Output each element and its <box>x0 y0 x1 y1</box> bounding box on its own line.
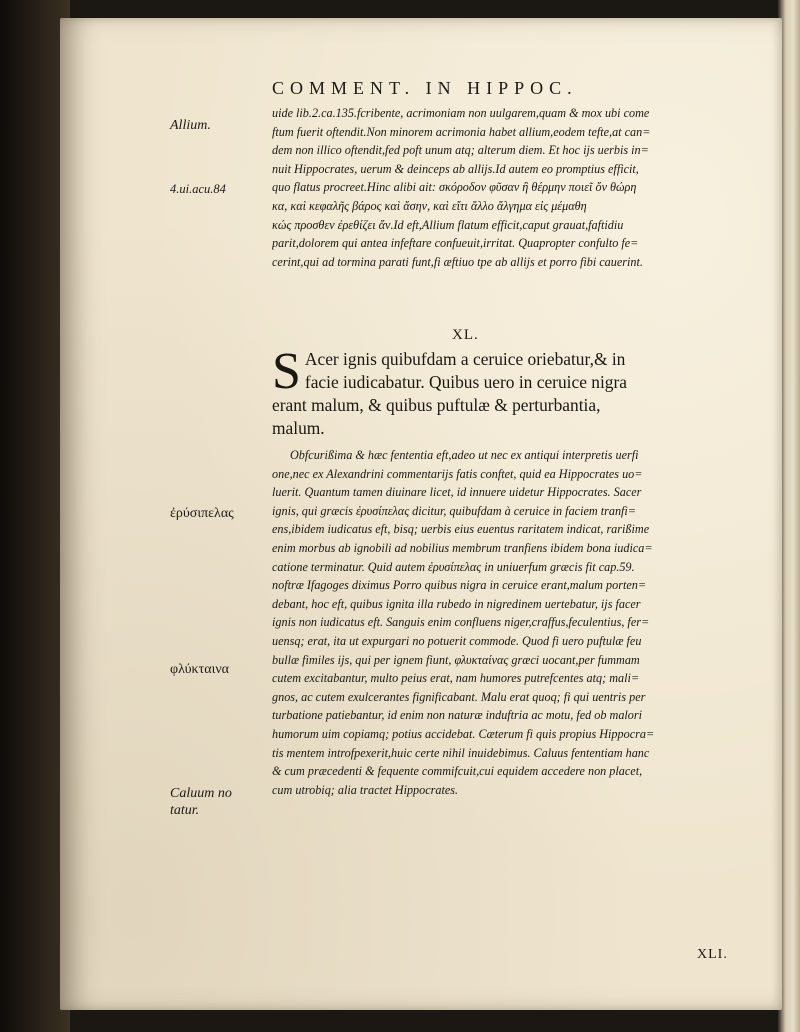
commentary-line: cum utrobiq; alia tractet Hippocrates. <box>272 782 459 797</box>
commentary-line: tis mentem introfpexerit,huic certe nihil inuidebimus. Caluus fententiam hanc <box>272 745 650 760</box>
commentary-top <box>272 104 764 271</box>
commentary-line: ignis, qui græcis ἐρυσίπελας dicitur, quibufdam à ceruice in faciem tranfi= <box>272 503 637 518</box>
drop-cap: S <box>272 343 301 400</box>
aphorism-text <box>272 343 764 439</box>
section-number-xl: XL. <box>452 327 479 343</box>
commentary-main <box>272 446 764 799</box>
margin-note-calvus-line-1: Caluum no <box>170 786 232 801</box>
commentary-line: ens,ibidem iudicatus eft, bisq; uerbis eius euentus raritatem indicat, rarißime <box>272 522 650 537</box>
commentary-line: parit,dolorem qui antea infeftare confueuit,irritat. Quapropter confulto fe= <box>272 236 639 251</box>
commentary-line: κώς προσθεν ἐρεθίζει ἄν.Id eft,Allium flatum efficit,caput grauat,faftidiu <box>272 217 624 232</box>
commentary-line: quo flatus procreet.Hinc alibi ait: σκόροδον φῦσαν ἢ θέρμην ποιεῖ ὄν θώρη <box>272 180 637 195</box>
aphorism-line: malum. <box>272 417 325 438</box>
commentary-line: noftræ Ifagoges diximus Porro quibus nigra in ceruice erant,malum porten= <box>272 578 647 593</box>
commentary-line: debant, hoc eft, quibus ignita illa rubedo in nigredinem uertebatur, ijs facer <box>272 596 641 611</box>
commentary-line: gnos, ac cutem exulcerantes fignificabant. Malu erat quoq; fi qui uentris per <box>272 689 646 704</box>
margin-note-greek-phlyktaina: φλύκταινα <box>170 662 229 677</box>
commentary-line: dem non illico oftendit,fed poft unum atq; alterum diem. Et hoc ijs uerbis in= <box>272 143 649 158</box>
commentary-line: Obfcurißima & hæc fententia eft,adeo ut nec ex antiqui interpretis uerfi <box>290 448 639 462</box>
commentary-line: cutem excitabantur, multo peius erat, nam humores putrefcentes atq; mali= <box>272 671 640 686</box>
running-title: COMMENT. IN HIPPOC. <box>272 78 578 98</box>
aphorism-line: Acer ignis quibufdam a ceruice oriebatur,& in <box>304 349 626 369</box>
commentary-line: ftum fuerit oftendit.Non minorem acrimonia habet allium,eodem tefte,at can= <box>272 124 651 139</box>
aphorism-line: facie iudicabatur. Quibus uero in ceruice nigra <box>304 371 627 392</box>
commentary-line: κα, καὶ κεφαλῆς βάρος καὶ ἄσην, καὶ εἴτι ἄλλο ἄλγημα εἰς μέμαθη <box>272 198 587 213</box>
commentary-line: cerint,qui ad tormina parati funt,fi æftiuo tpe ab allijs et porro fibi cauerint. <box>272 254 643 269</box>
commentary-line: uide lib.2.ca.135.fcribente, acrimoniam non uulgarem,quam & mox ubi come <box>272 106 650 120</box>
commentary-line: turbatione patiebantur, id enim non naturæ induftria ac motu, fed ob malori <box>272 708 643 723</box>
commentary-line: bullæ fimiles ijs, qui per ignem fiunt, φλυκταίνας græci uocant,per fummam <box>272 652 640 667</box>
margin-note-greek-erysipelas: ἐρύσιπελας <box>170 506 234 521</box>
margin-note-reference: 4.ui.acu.84 <box>170 182 226 196</box>
commentary-line: uensq; erat, ita ut expurgari no potuerit commode. Quod fi uero puftulæ feu <box>272 633 642 648</box>
margin-note-allium: Allium. <box>170 118 211 133</box>
aphorism-line: erant malum, & quibus puftulæ & perturbantia, <box>272 395 601 415</box>
commentary-line: catione terminatur. Quid autem ἐρυσίπελας in uniuerfum græcis fit cap.59. <box>272 559 635 574</box>
section-number-xli: XLI. <box>697 947 728 962</box>
commentary-line: humorum uim copiamq; potius accidebat. Cæterum fi quis propius Hippocra= <box>272 726 655 741</box>
commentary-line: one,nec ex Alexandrini commentarijs fatis conftet, quid ea Hippocrates uo= <box>272 466 643 481</box>
commentary-line: enim morbus ab ignobili ad nobilius membrum tranfiens ibidem bona iudica= <box>272 540 653 555</box>
commentary-line: nuit Hippocrates, uerum & deinceps ab allijs.Id autem eo promptius efficit, <box>272 161 639 176</box>
commentary-line: ignis non iudicatus eft. Sanguis enim confluens niger,craffus,feculentius, fer= <box>272 615 650 630</box>
margin-note-calvus-line-2: tatur. <box>170 803 200 818</box>
commentary-line: & cum præcedenti & fequente commifcuit,cui equidem accedere non placet, <box>272 764 643 779</box>
commentary-line: luerit. Quantum tamen diuinare licet, id innuere uidetur Hippocrates. Sacer <box>272 485 642 500</box>
